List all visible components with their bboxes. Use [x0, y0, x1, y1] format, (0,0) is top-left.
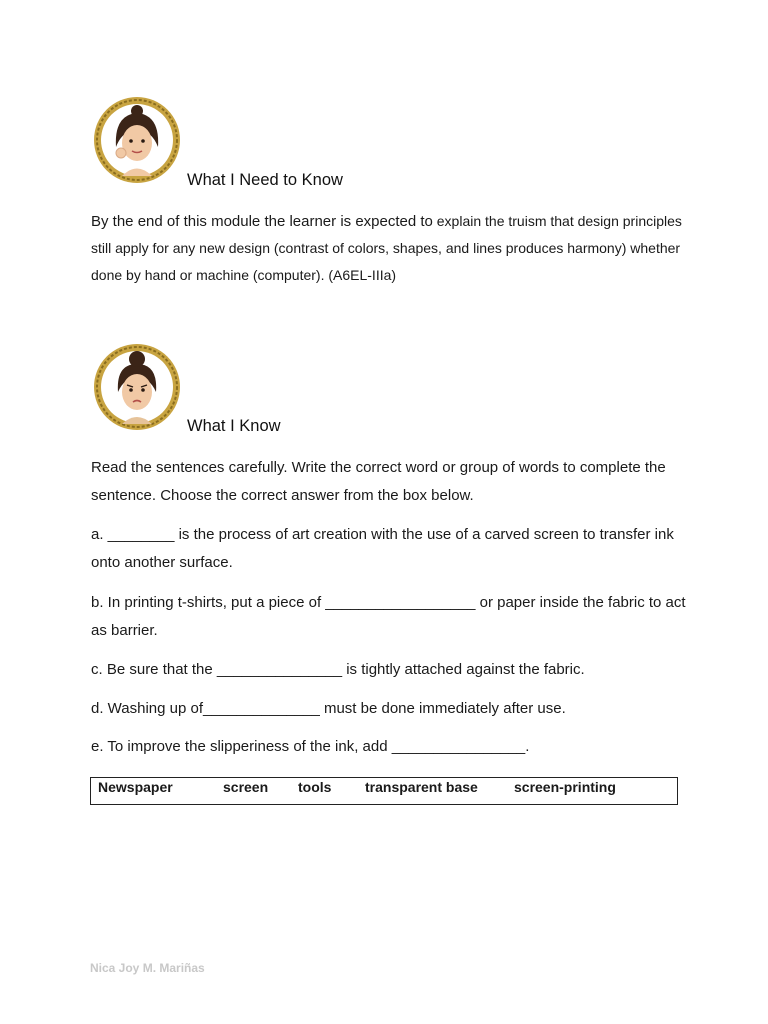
question-item-e: e. To improve the slipperiness of the ink, add ________________. — [91, 738, 530, 755]
question-item-d: d. Washing up of______________ must be done immediately after use. — [91, 700, 566, 717]
answer-choice: tools — [298, 779, 332, 795]
objective-text-part1: By the end of this module the learner is expected to — [91, 213, 433, 230]
answer-choice: transparent base — [365, 779, 478, 795]
instructions-text: Read the sentences carefully. Write the correct word or group of words to complete the sentence. Choose the correct answer from the box below. — [91, 459, 666, 504]
question-item-a: a. ________ is the process of art creation with the use of a carved screen to transfer ink onto another surface. — [91, 526, 674, 571]
answer-choice: Newspaper — [98, 779, 173, 795]
section-heading-need-to-know: What I Need to Know — [187, 171, 343, 189]
worried-avatar-icon — [92, 342, 182, 432]
objective-text-part2: explain the truism that design principles still apply for any new design (contrast of colors, shapes, and lines produces harmony) whether done by hand or machine (computer). (A6EL-IIIa) — [91, 213, 682, 283]
thinking-avatar-icon — [92, 95, 182, 185]
question-item-c: c. Be sure that the _______________ is tightly attached against the fabric. — [91, 661, 585, 678]
answer-choices-box — [90, 777, 678, 805]
objective-paragraph — [91, 208, 691, 289]
answer-choice: screen — [223, 779, 269, 795]
author-footer: Nica Joy M. Mariñas — [90, 961, 205, 975]
answer-choice: screen-printing — [514, 779, 616, 795]
question-item-b: b. In printing t-shirts, put a piece of __________________ or paper inside the fabric to act as barrier. — [91, 594, 686, 639]
section-heading-what-i-know: What I Know — [187, 417, 281, 435]
